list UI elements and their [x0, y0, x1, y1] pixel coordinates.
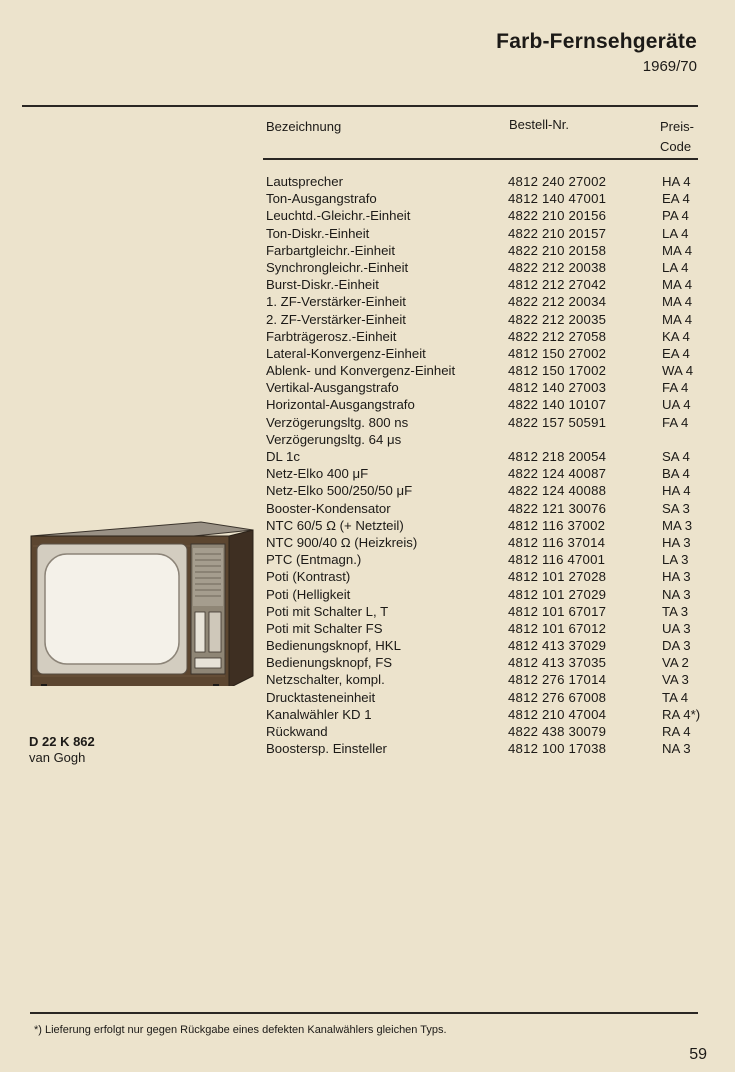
- part-name: Lateral-Konvergenz-Einheit: [266, 345, 426, 361]
- column-header-price-line-2: Code: [660, 139, 692, 154]
- parts-row: [263, 517, 733, 534]
- column-header-order-number: Bestell-Nr.: [509, 117, 569, 132]
- part-name: Drucktasteneinheit: [266, 689, 376, 705]
- part-name: Bedienungsknopf, HKL: [266, 638, 401, 654]
- price-code: HA 3: [662, 569, 691, 585]
- part-name: 2. ZF-Verstärker-Einheit: [266, 311, 406, 327]
- part-name: Poti mit Schalter FS: [266, 620, 383, 636]
- parts-row: [263, 534, 733, 551]
- price-code: TA 3: [662, 603, 689, 619]
- parts-row: [263, 276, 733, 293]
- part-name: DL 1c: [266, 449, 300, 464]
- order-number: 4812 101 67012: [508, 620, 607, 636]
- price-code: SA 3: [662, 500, 690, 516]
- column-header-name: Bezeichnung: [266, 119, 342, 134]
- order-number: 4822 210 20157: [508, 225, 607, 241]
- price-code: UA 3: [662, 620, 691, 636]
- top-rule: [22, 105, 698, 107]
- order-number: 4822 210 20158: [508, 242, 607, 258]
- part-name: Leuchtd.-Gleichr.-Einheit: [266, 208, 411, 224]
- part-name: Farbartgleichr.-Einheit: [266, 242, 396, 258]
- column-header-price-code: [660, 117, 694, 157]
- price-code: VA 3: [662, 672, 689, 688]
- order-number: 4822 212 27058: [508, 328, 607, 344]
- parts-row: [263, 689, 733, 706]
- order-number: 4812 413 37035: [508, 655, 607, 671]
- price-code: EA 4: [662, 191, 690, 207]
- price-code: EA 4: [662, 345, 690, 361]
- footnote: *) Lieferung erfolgt nur gegen Rückgabe eines defekten Kanalwählers gleichen Typs.: [34, 1024, 447, 1036]
- model-name: van Gogh: [29, 750, 86, 765]
- order-number: 4812 240 27002: [508, 174, 607, 189]
- television-photo: [25, 516, 255, 686]
- price-code: MA 4: [662, 242, 693, 258]
- order-number: 4822 212 20034: [508, 294, 607, 310]
- part-name: Synchrongleichr.-Einheit: [266, 259, 409, 275]
- part-name: NTC 60/5 Ω (+ Netzteil): [266, 517, 404, 533]
- price-code: HA 4: [662, 483, 691, 499]
- parts-row: [263, 671, 733, 688]
- price-code: MA 4: [662, 277, 693, 293]
- order-number: 4822 212 20038: [508, 259, 607, 275]
- price-code: RA 4*): [662, 706, 701, 722]
- order-number: 4822 121 30076: [508, 500, 607, 516]
- price-code: LA 4: [662, 259, 689, 275]
- part-name: Ablenk- und Konvergenz-Einheit: [266, 363, 456, 379]
- order-number: 4812 150 27002: [508, 345, 607, 361]
- part-name: Kanalwähler KD 1: [266, 706, 372, 722]
- part-name: Netzschalter, kompl.: [266, 672, 385, 688]
- parts-row: [263, 465, 733, 482]
- order-number: 4812 116 47001: [508, 552, 606, 568]
- parts-row: [263, 345, 733, 362]
- order-number: 4822 124 40087: [508, 466, 607, 482]
- price-code: RA 4: [662, 724, 691, 739]
- bottom-rule: [30, 1012, 698, 1014]
- order-number: 4812 150 17002: [508, 363, 607, 379]
- part-name: Netz-Elko 400 μF: [266, 466, 369, 482]
- parts-row: [263, 706, 733, 723]
- parts-row: [263, 259, 733, 276]
- price-code: FA 4: [662, 414, 689, 430]
- order-number: 4822 140 10107: [508, 397, 607, 413]
- order-number: 4812 212 27042: [508, 277, 607, 293]
- parts-row: [263, 551, 733, 568]
- parts-row: [263, 293, 733, 310]
- parts-row: [263, 740, 733, 757]
- parts-row: [263, 654, 733, 671]
- part-name: Boostersp. Einsteller: [266, 741, 387, 757]
- order-number: 4812 413 37029: [508, 638, 607, 654]
- part-name: Rückwand: [266, 724, 328, 739]
- parts-row: [263, 448, 733, 465]
- price-code: SA 4: [662, 449, 690, 464]
- parts-row: [263, 500, 733, 517]
- price-code: BA 4: [662, 466, 690, 482]
- parts-row: [263, 396, 733, 413]
- part-name: Verzögerungsltg. 64 μs: [266, 431, 402, 447]
- part-name: Booster-Kondensator: [266, 500, 391, 516]
- parts-row: [263, 225, 733, 242]
- parts-row: [263, 328, 733, 345]
- order-number: 4822 438 30079: [508, 724, 607, 739]
- price-code: TA 4: [662, 689, 689, 705]
- price-code: MA 3: [662, 517, 693, 533]
- part-name: Poti (Kontrast): [266, 569, 351, 585]
- parts-list: [263, 173, 733, 757]
- part-name: NTC 900/40 Ω (Heizkreis): [266, 534, 418, 550]
- header-rule: [263, 158, 698, 160]
- order-number: 4812 101 67017: [508, 603, 607, 619]
- order-number: 4812 116 37014: [508, 534, 606, 550]
- price-code: MA 4: [662, 294, 693, 310]
- order-number: 4812 101 27029: [508, 586, 607, 602]
- part-name: Poti (Helligkeit: [266, 586, 351, 602]
- order-number: 4812 140 47001: [508, 191, 607, 207]
- part-name: Burst-Diskr.-Einheit: [266, 277, 379, 293]
- price-code: WA 4: [662, 363, 694, 379]
- price-code: LA 3: [662, 552, 689, 568]
- order-number: 4822 212 20035: [508, 311, 607, 327]
- part-name: Farbträgerosz.-Einheit: [266, 328, 397, 344]
- part-name: Verzögerungsltg. 800 ns: [266, 414, 409, 430]
- parts-row: [263, 362, 733, 379]
- part-name: Lautsprecher: [266, 174, 343, 189]
- parts-row: [263, 207, 733, 224]
- price-code: NA 3: [662, 586, 691, 602]
- parts-row: [263, 620, 733, 637]
- parts-row: [263, 242, 733, 259]
- price-code: HA 3: [662, 534, 691, 550]
- part-name: Vertikal-Ausgangstrafo: [266, 380, 399, 396]
- order-number: 4812 210 47004: [508, 706, 607, 722]
- price-code: LA 4: [662, 225, 689, 241]
- price-code: UA 4: [662, 397, 691, 413]
- parts-row: [263, 586, 733, 603]
- order-number: 4822 157 50591: [508, 414, 607, 430]
- parts-row: [263, 603, 733, 620]
- part-name: Ton-Diskr.-Einheit: [266, 225, 370, 241]
- order-number: 4812 276 17014: [508, 672, 607, 688]
- price-code: VA 2: [662, 655, 689, 671]
- part-name: Bedienungsknopf, FS: [266, 655, 393, 671]
- parts-row: [263, 414, 733, 431]
- part-name: 1. ZF-Verstärker-Einheit: [266, 294, 406, 310]
- parts-row: [263, 431, 733, 448]
- part-name: Ton-Ausgangstrafo: [266, 191, 377, 207]
- parts-row: [263, 568, 733, 585]
- model-number: D 22 K 862: [29, 734, 95, 749]
- price-code: KA 4: [662, 328, 690, 344]
- order-number: 4812 100 17038: [508, 741, 607, 757]
- order-number: 4822 210 20156: [508, 208, 607, 224]
- part-name: Netz-Elko 500/250/50 μF: [266, 483, 413, 499]
- parts-row: [263, 637, 733, 654]
- price-code: MA 4: [662, 311, 693, 327]
- order-number: 4812 101 27028: [508, 569, 607, 585]
- parts-row: [263, 482, 733, 499]
- price-code: PA 4: [662, 208, 689, 224]
- price-code: FA 4: [662, 380, 689, 396]
- page-title: Farb-Fernsehgeräte: [496, 30, 697, 53]
- page-subtitle: 1969/70: [642, 58, 697, 75]
- order-number: 4812 276 67008: [508, 689, 607, 705]
- order-number: 4812 218 20054: [508, 449, 607, 464]
- parts-row: [263, 311, 733, 328]
- part-name: Poti mit Schalter L, T: [266, 603, 389, 619]
- order-number: 4812 140 27003: [508, 380, 607, 396]
- parts-row: [263, 190, 733, 207]
- page-number: 59: [689, 1046, 707, 1063]
- price-code: DA 3: [662, 638, 691, 654]
- parts-row: [263, 173, 733, 190]
- part-name: Horizontal-Ausgangstrafo: [266, 397, 415, 413]
- parts-row: [263, 723, 733, 740]
- parts-row: [263, 379, 733, 396]
- order-number: 4822 124 40088: [508, 483, 607, 499]
- price-code: NA 3: [662, 741, 691, 757]
- price-code: HA 4: [662, 174, 691, 189]
- television-illustration: [25, 516, 255, 686]
- column-header-price-line-1: Preis-: [660, 119, 694, 134]
- order-number: 4812 116 37002: [508, 517, 606, 533]
- part-name: PTC (Entmagn.): [266, 552, 362, 568]
